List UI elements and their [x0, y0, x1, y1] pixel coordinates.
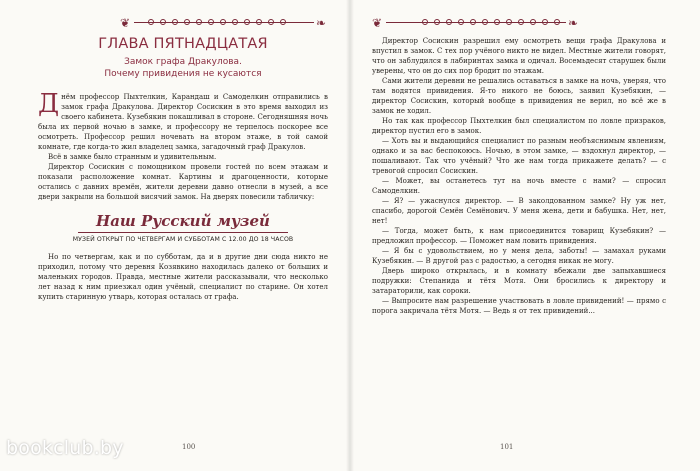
museum-sign-rule: [78, 232, 288, 233]
paragraph: — Может, вы останетесь тут на ночь вместе с нами? — спросил Самоделкин.: [372, 177, 666, 195]
paragraph: [38, 89, 328, 152]
paragraph: Но так как профессор Пыхтелкин был специалистом по ловле призраков, директор пустил его в замок.: [372, 117, 666, 135]
paragraph: — Тогда, может быть, к нам присоединится товарищ Кузебякин? — предложил профессор. — Поможет нам ловить привидения.: [372, 227, 666, 245]
paragraph: Всё в замке было странным и удивительным.: [48, 153, 217, 161]
right-page: [350, 0, 700, 471]
museum-sign-hours: МУЗЕЙ ОТКРЫТ ПО ЧЕТВЕРГАМ И СУББОТАМ С 12.00 ДО 18 ЧАСОВ: [72, 236, 294, 243]
header-ornament-right: ❦ ❧: [372, 16, 579, 30]
header-ornament-left: ❦ ❧: [120, 16, 327, 30]
drop-cap: Д: [38, 89, 60, 119]
chapter-subtitle: [38, 56, 328, 80]
paragraph: Директор Сосискин разрешил ему осмотреть вещи графа Дракулова и впустил в замок. С тех пор учёного никто не видел. Местные жители говорят, что он заблудился в лабиринтах замка и одичал. Восемьдесят старушек были уверены, что он до сих пор бродит по этажам.: [372, 37, 666, 75]
chapter-subtitle-line1: Замок графа Дракулова.: [124, 57, 242, 67]
paragraph: — Выпросите нам разрешение участвовать в ловле привидений! — прямо с порога закричала тётя Мотя. — Ведь я от тех привидений...: [372, 297, 666, 315]
paragraph: Но по четвергам, как и по субботам, да и в другие дни сюда никто не приходил, потому что деревня Козявкино находилась далеко от больших и маленьких городов. Правда, местные жители рассказывали, что несколько лет назад к ним приезжал один учёный, специалист по старине. Он хотел купить старинную утварь, которая осталась от графа.: [38, 253, 328, 301]
paragraph: Сами жители деревни не решались оставаться в замке на ночь, уверяя, что там водятся привидения. Я-то никого не боюсь, заявил Кузебякин, — директор Сосискин, который вообще в привидения не верил, но всё же в замок не ходил.: [372, 77, 666, 115]
chapter-title: ГЛАВА ПЯТНАДЦАТАЯ: [98, 36, 268, 52]
museum-sign-title: Наш Русский музей: [96, 212, 270, 230]
paragraph: — Я бы с удовольствием, но у меня дела, заботы! — замахал руками Кузебякин. — В другой раз с радостью, а сегодня никак не могу.: [372, 247, 666, 265]
chapter-subtitle-line2: Почему привидения не кусаются: [104, 69, 262, 79]
watermark-bookclub: bookclub.by: [6, 437, 124, 459]
page-number-left: 100: [182, 443, 196, 451]
page-number-right: 101: [500, 443, 514, 451]
paragraph: Директор Сосискин с помощником провели гостей по всем этажам и показали расположение комнат. Картины и драгоценности, которые остались с давних времён, жители деревни давно отнесли в музей, а все двери закрыли на большой висячий замок. На дверях повесили табличку:: [38, 163, 328, 201]
paragraph: Дверь широко открылась, и в комнату вбежали две запыхавшиеся подружки: Степанида и тётя Мотя. Они бросились к директору и затараторили, как сороки.: [372, 267, 666, 295]
paragraph-text: нём профессор Пыхтелкин, Карандаш и Самоделкин отправились в замок графа Дракулова. Директор Сосискин в это время выходил из своего кабинета. Кузебякин покашливал в стороне. Сегодняшняя ночь была их первой ночью в замке, и профессору не терпелось поскорее все осмотреть. Профессор решил ночевать на втором этаже, в той самой комнате, где когда-то жил владелец замка, загадочный граф Дракулов.: [38, 93, 328, 151]
paragraph: — Я? — ужаснулся директор. — В заколдованном замке? Ну уж нет, спасибо, дорогой Семён Семёнович. У меня жена, дети и бабушка. Нет, нет, нет!: [372, 197, 666, 225]
paragraph: — Хоть вы и выдающийся специалист по разным необъяснимым явлениям, однако и за вас беспокоюсь. Ночью, в этом замке, — вздохнул директор, — пошаливают. Так что учёный? Что же нам тогда прикажете делать? — с тревогой спросил Сосискин.: [372, 137, 666, 175]
